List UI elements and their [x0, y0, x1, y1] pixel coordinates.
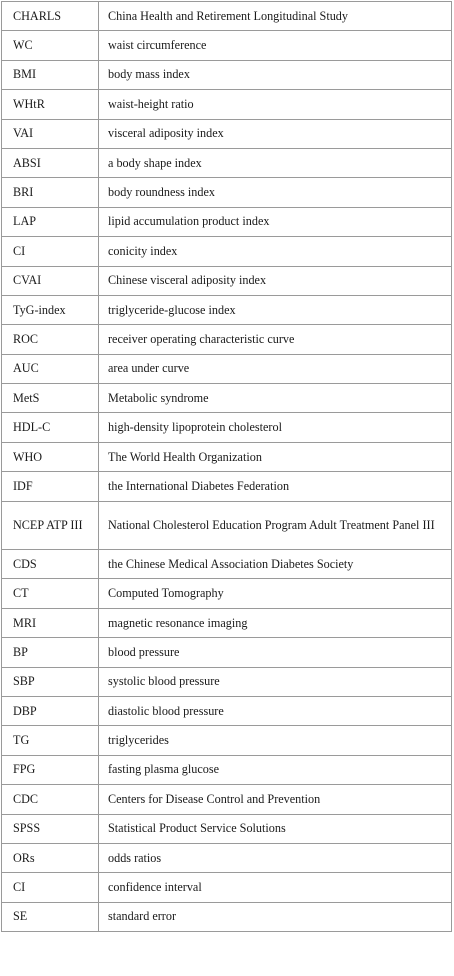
definition-cell: diastolic blood pressure	[99, 696, 452, 725]
table-row	[2, 266, 452, 295]
abbreviation-cell: MRI	[2, 608, 99, 637]
definition-cell: receiver operating characteristic curve	[99, 325, 452, 354]
definition-cell: waist-height ratio	[99, 90, 452, 119]
definition-cell: body roundness index	[99, 178, 452, 207]
definition-cell: area under curve	[99, 354, 452, 383]
table-row	[2, 178, 452, 207]
table-row	[2, 726, 452, 755]
definition-cell: conicity index	[99, 237, 452, 266]
table-row	[2, 843, 452, 872]
abbreviation-cell: CVAI	[2, 266, 99, 295]
abbreviations-table-body	[2, 2, 452, 932]
abbreviation-cell: FPG	[2, 755, 99, 784]
abbreviation-cell: ROC	[2, 325, 99, 354]
abbreviation-cell: CT	[2, 579, 99, 608]
definition-cell: fasting plasma glucose	[99, 755, 452, 784]
definition-cell: standard error	[99, 902, 452, 931]
abbreviation-cell: ABSI	[2, 148, 99, 177]
definition-cell: Chinese visceral adiposity index	[99, 266, 452, 295]
table-row	[2, 31, 452, 60]
definition-cell: China Health and Retirement Longitudinal Study	[99, 2, 452, 31]
table-row	[2, 295, 452, 324]
table-row	[2, 90, 452, 119]
definition-cell: triglycerides	[99, 726, 452, 755]
abbreviation-cell: ORs	[2, 843, 99, 872]
abbreviation-cell: IDF	[2, 472, 99, 501]
definition-cell: Metabolic syndrome	[99, 384, 452, 413]
table-row	[2, 501, 452, 549]
table-row	[2, 550, 452, 579]
definition-cell: the International Diabetes Federation	[99, 472, 452, 501]
abbreviation-cell: SE	[2, 902, 99, 931]
definition-cell: lipid accumulation product index	[99, 207, 452, 236]
definition-cell: Centers for Disease Control and Prevention	[99, 785, 452, 814]
abbreviation-cell: CDS	[2, 550, 99, 579]
abbreviation-cell: CHARLS	[2, 2, 99, 31]
definition-cell: Statistical Product Service Solutions	[99, 814, 452, 843]
table-row	[2, 442, 452, 471]
table-row	[2, 814, 452, 843]
definition-cell: confidence interval	[99, 873, 452, 902]
abbreviation-cell: WC	[2, 31, 99, 60]
table-row	[2, 384, 452, 413]
definition-cell: odds ratios	[99, 843, 452, 872]
table-row	[2, 638, 452, 667]
table-row	[2, 579, 452, 608]
abbreviation-cell: WHO	[2, 442, 99, 471]
definition-cell: Computed Tomography	[99, 579, 452, 608]
abbreviation-cell: CDC	[2, 785, 99, 814]
abbreviation-cell: MetS	[2, 384, 99, 413]
table-row	[2, 237, 452, 266]
abbreviation-cell: NCEP ATP III	[2, 501, 99, 549]
abbreviation-cell: AUC	[2, 354, 99, 383]
table-row	[2, 413, 452, 442]
table-row	[2, 785, 452, 814]
abbreviation-cell: HDL-C	[2, 413, 99, 442]
table-row	[2, 667, 452, 696]
definition-cell: systolic blood pressure	[99, 667, 452, 696]
abbreviation-cell: BP	[2, 638, 99, 667]
table-row	[2, 60, 452, 89]
table-row	[2, 873, 452, 902]
definition-cell: a body shape index	[99, 148, 452, 177]
table-row	[2, 696, 452, 725]
abbreviations-table	[1, 1, 452, 932]
definition-cell: blood pressure	[99, 638, 452, 667]
abbreviation-cell: VAI	[2, 119, 99, 148]
abbreviation-cell: CI	[2, 873, 99, 902]
definition-cell: body mass index	[99, 60, 452, 89]
abbreviation-cell: TyG-index	[2, 295, 99, 324]
table-row	[2, 472, 452, 501]
definition-cell: magnetic resonance imaging	[99, 608, 452, 637]
definition-cell: The World Health Organization	[99, 442, 452, 471]
definition-cell: visceral adiposity index	[99, 119, 452, 148]
table-row	[2, 325, 452, 354]
table-row	[2, 148, 452, 177]
table-row	[2, 2, 452, 31]
abbreviation-cell: BMI	[2, 60, 99, 89]
definition-cell: triglyceride-glucose index	[99, 295, 452, 324]
table-row	[2, 608, 452, 637]
table-row	[2, 207, 452, 236]
table-row	[2, 902, 452, 931]
definition-cell: the Chinese Medical Association Diabetes Society	[99, 550, 452, 579]
table-row	[2, 354, 452, 383]
table-row	[2, 119, 452, 148]
abbreviation-cell: LAP	[2, 207, 99, 236]
abbreviation-cell: SBP	[2, 667, 99, 696]
abbreviation-cell: BRI	[2, 178, 99, 207]
definition-cell: waist circumference	[99, 31, 452, 60]
abbreviation-cell: CI	[2, 237, 99, 266]
definition-cell: National Cholesterol Education Program Adult Treatment Panel III	[99, 501, 452, 549]
definition-cell: high-density lipoprotein cholesterol	[99, 413, 452, 442]
table-row	[2, 755, 452, 784]
abbreviation-cell: DBP	[2, 696, 99, 725]
abbreviation-cell: TG	[2, 726, 99, 755]
abbreviation-cell: SPSS	[2, 814, 99, 843]
abbreviation-cell: WHtR	[2, 90, 99, 119]
